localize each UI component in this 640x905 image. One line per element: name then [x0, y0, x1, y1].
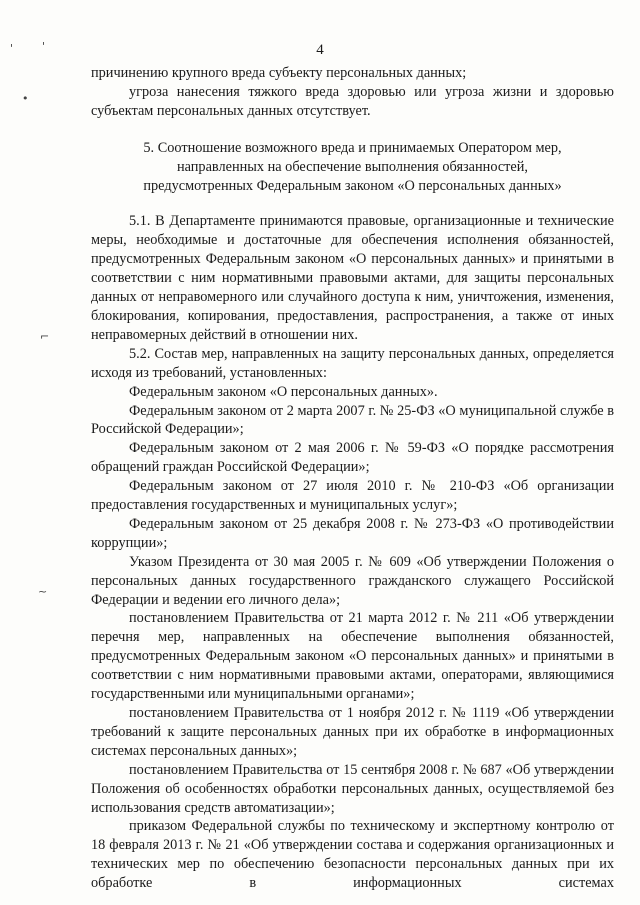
scan-mark: • — [22, 92, 29, 105]
paragraph: 5.1. В Департаменте принимаются правовые, организационные и технические меры, необходимые и достаточные для обеспечения исполнения обязанностей, предусмотренных Федеральным законом «О персональных данных» и принятыми в соответствии с ним нормативными правовыми актами, для защиты персональных данных от неправомерного или случайного доступа к ним, уничтожения, изменения, блокирования, копирования, предоставления, распространения, а также от иных неправомерных действий в отношении них. — [91, 213, 614, 343]
paragraph: Федеральным законом «О персональных данных». — [129, 383, 438, 400]
paragraph: 5.2. Состав мер, направленных на защиту персональных данных, определяется исходя из требований, установленных: — [91, 345, 614, 381]
paragraph: Федеральным законом от 2 мая 2006 г. № 59-ФЗ «О порядке рассмотрения обращений граждан Российской Федерации»; — [91, 440, 614, 476]
heading-line: направленных на обеспечение выполнения обязанностей, — [176, 158, 529, 175]
scan-mark: ~ — [38, 585, 48, 598]
paragraph: постановлением Правительства от 21 марта 2012 г. № 211 «Об утверждении перечня мер, направленных на обеспечение выполнения обязанностей, предусмотренных Федеральным законом «О персональных данных» и принятыми в соответствии с ним нормативными правовыми актами, операторами, являющимися государственными или муниципальными органами»; — [91, 610, 614, 703]
paragraph: причинению крупного вреда субъекту персональных данных; — [91, 65, 467, 81]
page-number: 4 — [316, 42, 324, 58]
document-body — [91, 64, 614, 893]
scan-mark: ' — [42, 40, 46, 53]
paragraph: приказом Федеральной службы по техническому и экспертному контролю от 18 февраля 2013 г. № 21 «Об утверждении состава и содержания организационных и технических мер по обеспечению безопасности персональных данных при их обработке в информационных системах — [91, 818, 614, 892]
paragraph: Федеральным законом от 2 марта 2007 г. № 25-ФЗ «О муниципальной службе в Российской Федерации»; — [91, 402, 614, 438]
paragraph: Федеральным законом от 27 июля 2010 г. № 210-ФЗ «Об организации предоставления государственных и муниципальных услуг»; — [91, 478, 614, 514]
paragraph: постановлением Правительства от 1 ноября 2012 г. № 1119 «Об утверждении требований к защите персональных данных при их обработке в информационных системах персональных данных»; — [91, 705, 614, 759]
section-heading — [91, 139, 614, 196]
heading-line: предусмотренных Федеральным законом «О персональных данных» — [143, 177, 562, 194]
paragraph: постановлением Правительства от 15 сентября 2008 г. № 687 «Об утверждении Положения об особенностях обработки персональных данных, осуществляемой без использования средств автоматизации»; — [91, 761, 614, 816]
paragraph: Федеральным законом от 25 декабря 2008 г. № 273-ФЗ «О противодействии коррупции»; — [91, 515, 614, 551]
heading-line: 5. Соотношение возможного вреда и принимаемых Оператором мер, — [143, 139, 562, 156]
paragraph: Указом Президента от 30 мая 2005 г. № 609 «Об утверждении Положения о персональных данных государственного гражданского служащего Российской Федерации и ведении его личного дела»; — [91, 553, 614, 608]
paragraph: угроза нанесения тяжкого вреда здоровью или угроза жизни и здоровью субъектам персональных данных отсутствует. — [91, 83, 614, 119]
scan-mark: ⌐ — [40, 330, 50, 343]
scan-mark: ' — [10, 42, 14, 55]
